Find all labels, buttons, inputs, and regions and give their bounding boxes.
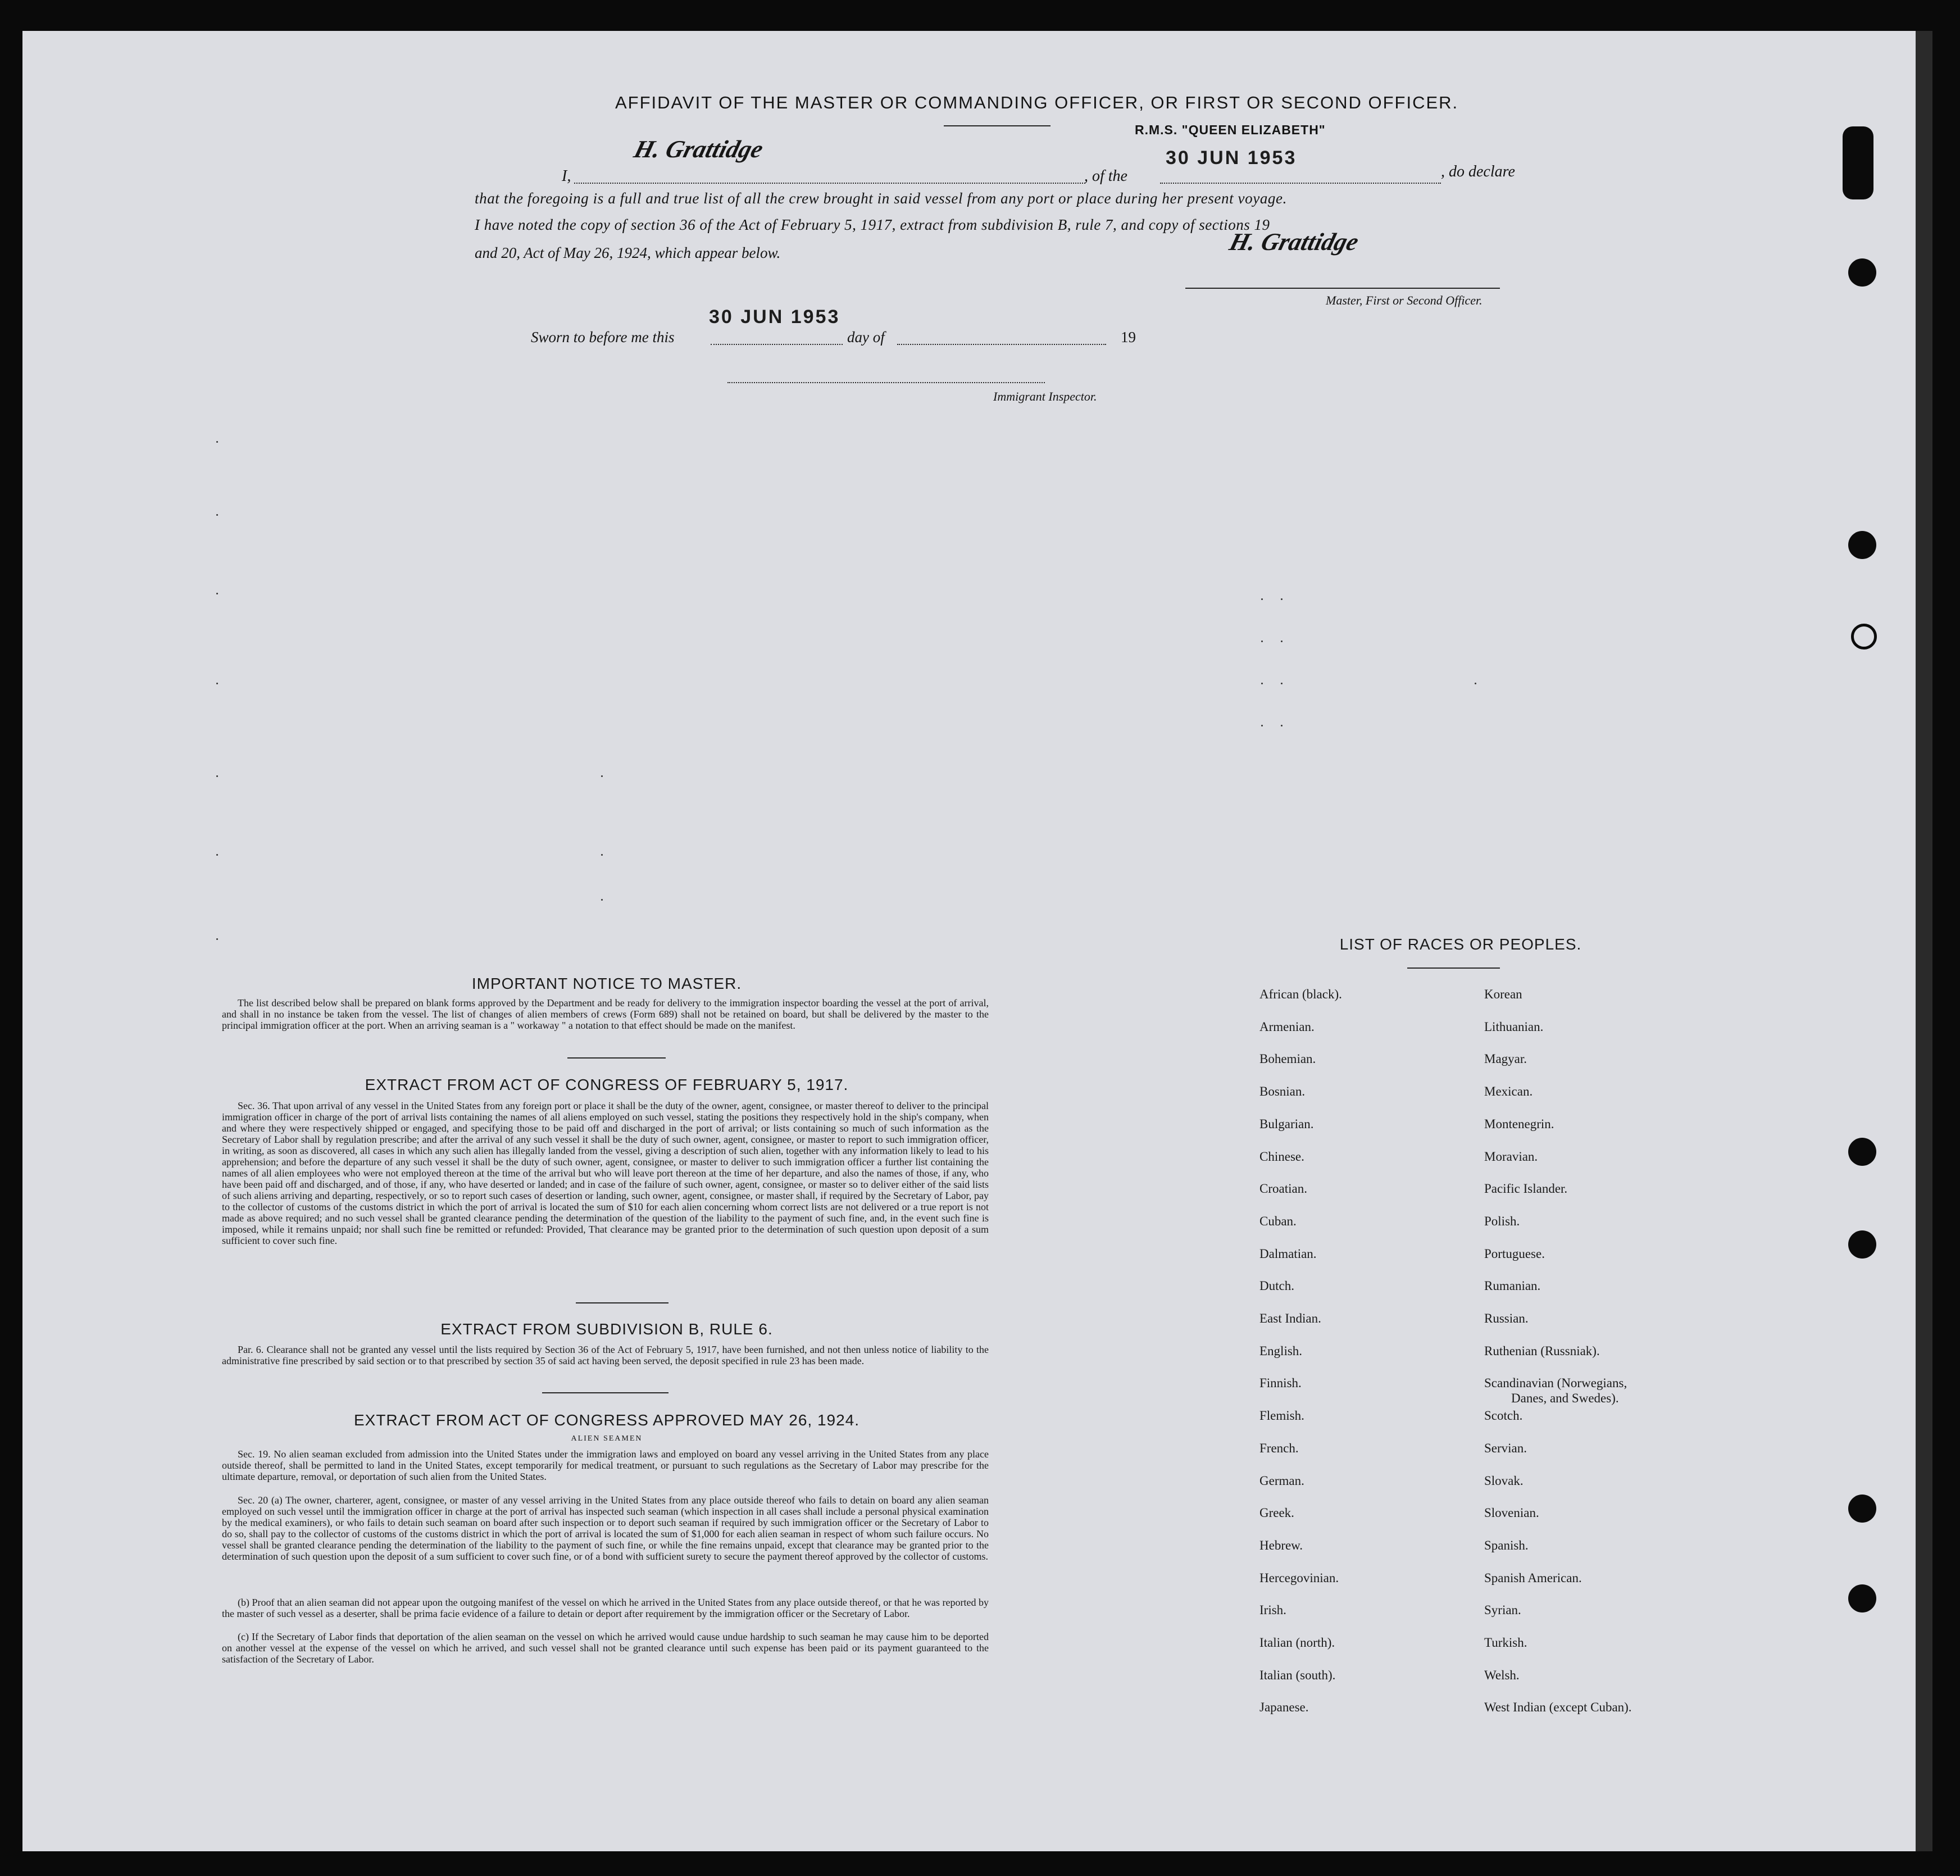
race-item: Russian.	[1484, 1311, 1529, 1325]
binder-hole	[1848, 1584, 1876, 1612]
column-mark	[1281, 683, 1283, 684]
race-item: Welsh.	[1484, 1668, 1520, 1682]
column-mark	[1281, 725, 1283, 726]
column-mark	[601, 854, 603, 856]
races-title: LIST OF RACES OR PEOPLES.	[1339, 935, 1582, 953]
binder-hole	[1848, 1495, 1876, 1523]
extract-rule6-body: Par. 6. Clearance shall not be granted any vessel until the lists required by Section 36 of the Act of February 5, 1917, have been furnished, and not then unless notice of liability to the administrative fine prescribed by said section or to that prescribed by section 35 of said act having been served, the deposit specified in rule 23 has been made.	[222, 1344, 989, 1366]
race-item: West Indian (except Cuban).	[1484, 1700, 1632, 1714]
divider	[1407, 967, 1500, 969]
race-item: Servian.	[1484, 1441, 1527, 1455]
binder-hole	[1848, 1230, 1876, 1259]
race-item: Dalmatian.	[1259, 1247, 1317, 1261]
column-mark	[216, 514, 218, 516]
binder-hole	[1848, 531, 1876, 559]
inspector-label: Immigrant Inspector.	[993, 389, 1097, 403]
column-mark	[1261, 725, 1263, 726]
race-item: Turkish.	[1484, 1636, 1527, 1650]
extract-1924-sec19: Sec. 19. No alien seaman excluded from admission into the United States under the immigration laws and employed on board any vessel arriving in the United States from any place outside thereof, shall be permitted to land in the United States, except temporarily for medical treatment, or pursuant to such regulations as the Secretary of Labor may prescribe for the ultimate departure, removal, or deportation of such alien from the United States.	[222, 1448, 989, 1482]
column-mark	[216, 593, 218, 594]
notice-title: IMPORTANT NOTICE TO MASTER.	[471, 975, 742, 992]
column-mark	[216, 938, 218, 940]
date-stamp-sworn: 30 JUN 1953	[709, 306, 840, 328]
binder-hole	[1851, 624, 1877, 649]
race-item: Bohemian.	[1259, 1052, 1316, 1066]
extract-1917-title: EXTRACT FROM ACT OF CONGRESS OF FEBRUARY 5, 1917.	[365, 1076, 849, 1093]
race-item: Rumanian.	[1484, 1279, 1541, 1293]
document-page	[22, 31, 1916, 1851]
declaration-line-2: I have noted the copy of section 36 of the Act of February 5, 1917, extract from subdivision B, rule 7, and copy of sections 19	[475, 216, 1270, 233]
column-mark	[1261, 641, 1263, 642]
race-item: French.	[1259, 1441, 1299, 1455]
divider	[567, 1057, 666, 1059]
race-item: English.	[1259, 1344, 1303, 1358]
date-stamp-top: 30 JUN 1953	[1166, 147, 1297, 169]
column-mark	[216, 854, 218, 856]
race-item: Hercegovinian.	[1259, 1571, 1339, 1585]
race-item: Dutch.	[1259, 1279, 1294, 1293]
race-item: Slovenian.	[1484, 1506, 1539, 1520]
race-item: Greek.	[1259, 1506, 1294, 1520]
do-declare-label: , do declare	[1441, 163, 1515, 180]
column-mark	[1475, 683, 1476, 684]
race-item: Italian (north).	[1259, 1636, 1335, 1650]
race-item: Scandinavian (Norwegians,	[1484, 1376, 1627, 1390]
race-item: Cuban.	[1259, 1214, 1297, 1228]
race-item: Moravian.	[1484, 1150, 1538, 1164]
race-item: German.	[1259, 1474, 1304, 1488]
race-item: Croatian.	[1259, 1182, 1307, 1196]
i-label: I,	[562, 167, 571, 185]
race-item: Scotch.	[1484, 1409, 1523, 1423]
sworn-month-line	[897, 344, 1106, 345]
race-item: Mexican.	[1484, 1084, 1533, 1098]
inspector-line	[727, 382, 1045, 383]
race-item: Hebrew.	[1259, 1538, 1303, 1552]
race-item: African (black).	[1259, 987, 1342, 1001]
year-prefix: 19	[1121, 329, 1136, 346]
of-the-label: , of the	[1084, 167, 1127, 185]
binder-hole	[1848, 258, 1876, 287]
extract-1924-title: EXTRACT FROM ACT OF CONGRESS APPROVED MAY 26, 1924.	[353, 1411, 860, 1429]
affidavit-title: AFFIDAVIT OF THE MASTER OR COMMANDING OFFICER, OR FIRST OR SECOND OFFICER.	[615, 93, 1459, 112]
extract-1924-sec20c: (c) If the Secretary of Labor finds that deportation of the alien seaman on the vessel on which he arrived would cause undue hardship to such seaman he may cause him to be deported on another vessel at the expense of the vessel on which he arrived, and such vessel shall not be granted clearance until such expense has been paid or its payment guaranteed to the satisfaction of the Secretary of Labor.	[222, 1631, 989, 1665]
extract-1924-sec20a: Sec. 20 (a) The owner, charterer, agent, consignee, or master of any vessel arriving in the United States from any place outside thereof who fails to detain on board any alien seaman employed on such vessel until the immigration officer in charge at the port of arrival has inspected such seaman (which inspection in all cases shall include a personal physical examination by the medical examiners), or who fails to detain such seaman on board after such inspection or to deport such seaman if required by such immigration officer or the Secretary of Labor to do so, shall pay to the collector of customs of the customs district in which the port of arrival is located the sum of $1,000 for each alien seaman in respect of whom such failure occurs. No vessel shall be granted clearance pending the determination of the liability to the payment of such fine, or while the fine remains unpaid, except that clearance may be granted prior to the determination of such question upon the deposit of a sum sufficient to cover such fine, or of a bond with sufficient surety to secure the payment thereof approved by the collector of customs.	[222, 1495, 989, 1562]
column-mark	[216, 775, 218, 777]
sworn-text: Sworn to before me this	[531, 329, 675, 346]
signature-line	[1185, 288, 1500, 289]
master-signature-2: H. Grattidge	[1226, 228, 1362, 256]
column-mark	[216, 441, 218, 443]
declaration-line-3: and 20, Act of May 26, 1924, which appear below.	[475, 244, 781, 261]
race-item: Montenegrin.	[1484, 1117, 1554, 1131]
vessel-stamp: R.M.S. "QUEEN ELIZABETH"	[1135, 122, 1326, 137]
master-signature: H. Grattidge	[631, 135, 766, 163]
race-item: Polish.	[1484, 1214, 1520, 1228]
declaration-line-1: that the foregoing is a full and true list of all the crew brought in said vessel from any port or place during her present voyage.	[475, 190, 1287, 207]
extract-1924-sec20b: (b) Proof that an alien seaman did not appear upon the outgoing manifest of the vessel on which he arrived in the United States from any place outside thereof, or that he was reported by the master of such vessel as a deserter, shall be prima facie evidence of a failure to detain or deport after requirement by the immigration officer or the Secretary of Labor.	[222, 1597, 989, 1619]
page-edge-shadow	[1916, 31, 1932, 1851]
divider	[944, 125, 1051, 126]
race-item: Lithuanian.	[1484, 1020, 1544, 1034]
race-item: Spanish.	[1484, 1538, 1529, 1552]
race-item: Japanese.	[1259, 1700, 1309, 1714]
divider	[576, 1302, 669, 1303]
column-mark	[1281, 598, 1283, 600]
race-item: Danes, and Swedes).	[1511, 1391, 1619, 1405]
column-mark	[601, 899, 603, 901]
master-label: Master, First or Second Officer.	[1326, 293, 1482, 307]
day-of-label: day of	[847, 329, 885, 346]
sworn-day-line	[711, 344, 843, 345]
race-item: Syrian.	[1484, 1603, 1521, 1617]
column-mark	[1261, 683, 1263, 684]
binder-hole	[1848, 1138, 1876, 1166]
race-item: Bosnian.	[1259, 1084, 1306, 1098]
column-mark	[1261, 598, 1263, 600]
race-item: Pacific Islander.	[1484, 1182, 1568, 1196]
extract-1917-body: Sec. 36. That upon arrival of any vessel in the United States from any foreign port or place it shall be the duty of the owner, agent, consignee, or master thereof to deliver to the principal immigration officer in charge of the port of arrival lists containing the names of all aliens employed on such vessel, stating the positions they respectively hold in the ship's company, when and where they were respectively shipped or engaged, and specifying those to be paid off and discharged in the port of arrival; or lists containing so much of such information as the Secretary of Labor shall by regulation prescribe; and after the arrival of any such vessel it shall be the duty of such owner, agent, consignee, or master to report to such immigration officer, in writing, as soon as discovered, all cases in which any such alien has illegally landed from the vessel, giving a description of such alien, together with any information likely to lead to his apprehension; and before the departure of any such vessel it shall be the duty of such owner, agent, consignee, or master to deliver to such immigration officer a further list containing the names of all alien employees who were not employed thereon at the time of the arrival but who will leave port thereon at the time of her departure, and also the names of those, if any, who have been paid off and discharged, and of those, if any, who have deserted or landed; and in case of the failure of such owner, agent, consignee, or master so to deliver either of the said lists of such aliens arriving and departing, respectively, or so to report such cases of desertion or landing, such owner, agent, consignee, or master shall, if required by the Secretary of Labor, pay to the collector of customs of the customs district in which the port of arrival is located the sum of $10 for each alien concerning whom correct lists are not delivered or a true report is not made as above required; and no such vessel shall be granted clearance pending the determination of the question of the liability to the payment of such fine, and, in the event such fine is imposed, while it remains unpaid; nor shall such fine be remitted or refunded: Provided, That clearance may be granted prior to the determination of such question upon deposit of a sum sufficient to cover such fine.	[222, 1100, 989, 1246]
column-mark	[1281, 641, 1283, 642]
race-item: Spanish American.	[1484, 1571, 1582, 1585]
column-mark	[601, 775, 603, 777]
race-item: Italian (south).	[1259, 1668, 1336, 1682]
column-mark	[216, 683, 218, 684]
race-item: Slovak.	[1484, 1474, 1524, 1488]
binder-hole	[1843, 126, 1873, 199]
notice-body: The list described below shall be prepared on blank forms approved by the Department and be ready for delivery to the immigration inspector boarding the vessel at the port of arrival, and shall in no instance be taken from the vessel. The list of changes of alien members of crews (Form 689) shall not be retained on board, but shall be delivered by the master to the principal immigration officer at the port. When an arriving seaman is a " workaway " a notation to that effect should be made on the manifest.	[222, 997, 989, 1031]
race-item: Finnish.	[1259, 1376, 1302, 1390]
extract-1924-subtitle: ALIEN SEAMEN	[571, 1434, 643, 1443]
divider	[542, 1392, 669, 1393]
race-item: Magyar.	[1484, 1052, 1527, 1066]
vessel-line	[1160, 183, 1441, 184]
race-item: Bulgarian.	[1259, 1117, 1314, 1131]
race-item: Armenian.	[1259, 1020, 1315, 1034]
race-item: Chinese.	[1259, 1150, 1304, 1164]
extract-rule6-title: EXTRACT FROM SUBDIVISION B, RULE 6.	[440, 1320, 773, 1338]
race-item: Flemish.	[1259, 1409, 1304, 1423]
race-item: East Indian.	[1259, 1311, 1321, 1325]
race-item: Korean	[1484, 987, 1522, 1001]
name-line	[574, 183, 1085, 184]
race-item: Portuguese.	[1484, 1247, 1545, 1261]
race-item: Ruthenian (Russniak).	[1484, 1344, 1600, 1358]
race-item: Irish.	[1259, 1603, 1286, 1617]
